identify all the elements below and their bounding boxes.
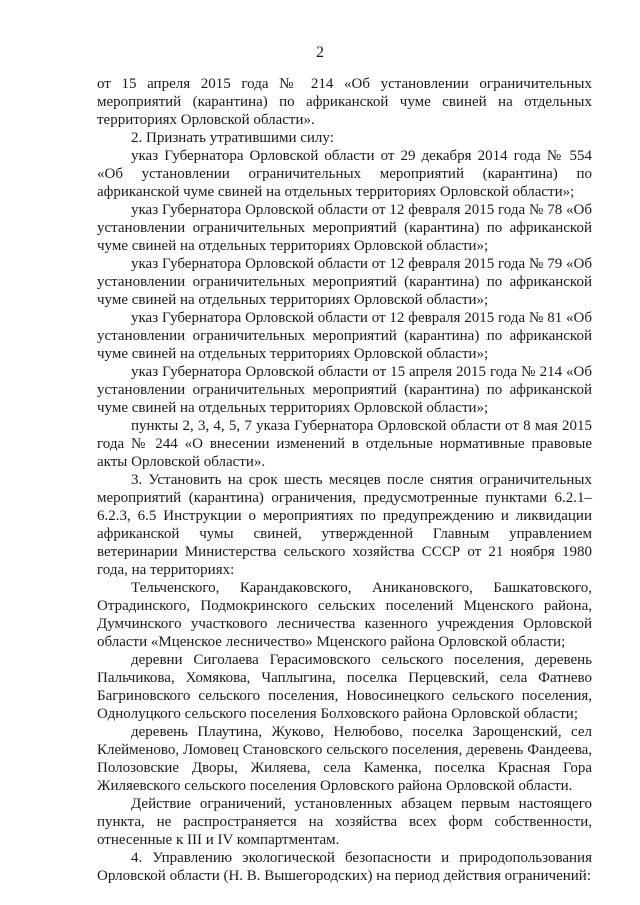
paragraph-restriction-note: Действие ограничений, установленных абзацем первым настоящего пункта, не распространяется на хозяйства всех форм собственности, отнесенные к III и IV компартментам. [97,796,592,848]
paragraph-decree-78: указ Губернатора Орловской области от 12 февраля 2015 года № 78 «Об установлении ограничительных мероприятий (карантина) по африканской чуме свиней на отдельных территориях Орловской области»; [97,202,592,254]
document-body [97,75,592,885]
paragraph-territory-orel: деревень Плаутина, Жуково, Нелюбово, поселка Зарощенский, сел Клейменово, Ломовец Становского сельского поселения, деревень Фандеева, Полозовские Дворы, Жиляева, села Каменка, поселка Красная Гора Жиляевского сельского поселения Орловского района Орловской области. [97,724,592,794]
paragraph-territory-bolkhov: деревни Сиголаева Герасимовского сельского поселения, деревень Пальчикова, Хомякова, Чаплыгина, поселка Перцевский, села Фатнево Багриновского сельского поселения, Новосинецкого сельского поселения, Однолуцкого сельского поселения Болховского района Орловской области; [97,652,592,722]
paragraph-item-3: 3. Установить на срок шесть месяцев после снятия ограничительных мероприятий (карантина) ограничения, предусмотренные пунктами 6.2.1–6.2.3, 6.5 Инструкции о мероприятиях по предупреждению и ликвидации африканской чумы свиней, утвержденной Главным управлением ветеринарии Министерства сельского хозяйства СССР от 21 ноября 1980 года, на территориях: [97,472,592,578]
paragraph-continuation: от 15 апреля 2015 года № 214 «Об установлении ограничительных мероприятий (карантина) по африканской чуме свиней на отдельных территориях Орловской области». [97,76,592,128]
paragraph-decree-81: указ Губернатора Орловской области от 12 февраля 2015 года № 81 «Об установлении ограничительных мероприятий (карантина) по африканской чуме свиней на отдельных территориях Орловской области»; [97,310,592,362]
page-number: 2 [316,44,324,61]
paragraph-item-2: 2. Признать утратившими силу: [131,130,334,146]
paragraph-decree-554: указ Губернатора Орловской области от 29 декабря 2014 года № 554 «Об установлении ограничительных мероприятий (карантина) по африканской чуме свиней на отдельных территориях Орловской области»; [97,148,592,200]
paragraph-decree-214: указ Губернатора Орловской области от 15 апреля 2015 года № 214 «Об установлении ограничительных мероприятий (карантина) по африканской чуме свиней на отдельных территориях Орловской области»; [97,364,592,416]
paragraph-territory-mtsensk: Тельченского, Карандаковского, Аникановского, Башкатовского, Отрадинского, Подмокринского сельских поселений Мценского района, Думчинского участкового лесничества казенного учреждения Орловской области «Мценское лесничество» Мценского района Орловской области; [97,580,592,650]
paragraph-decree-79: указ Губернатора Орловской области от 12 февраля 2015 года № 79 «Об установлении ограничительных мероприятий (карантина) по африканской чуме свиней на отдельных территориях Орловской области»; [97,256,592,308]
paragraph-decree-244: пункты 2, 3, 4, 5, 7 указа Губернатора Орловской области от 8 мая 2015 года № 244 «О внесении изменений в отдельные нормативные правовые акты Орловской области». [97,418,592,470]
paragraph-item-4: 4. Управлению экологической безопасности и природопользования Орловской области (Н. В. Вышегородских) на период действия ограничений: [97,850,592,884]
